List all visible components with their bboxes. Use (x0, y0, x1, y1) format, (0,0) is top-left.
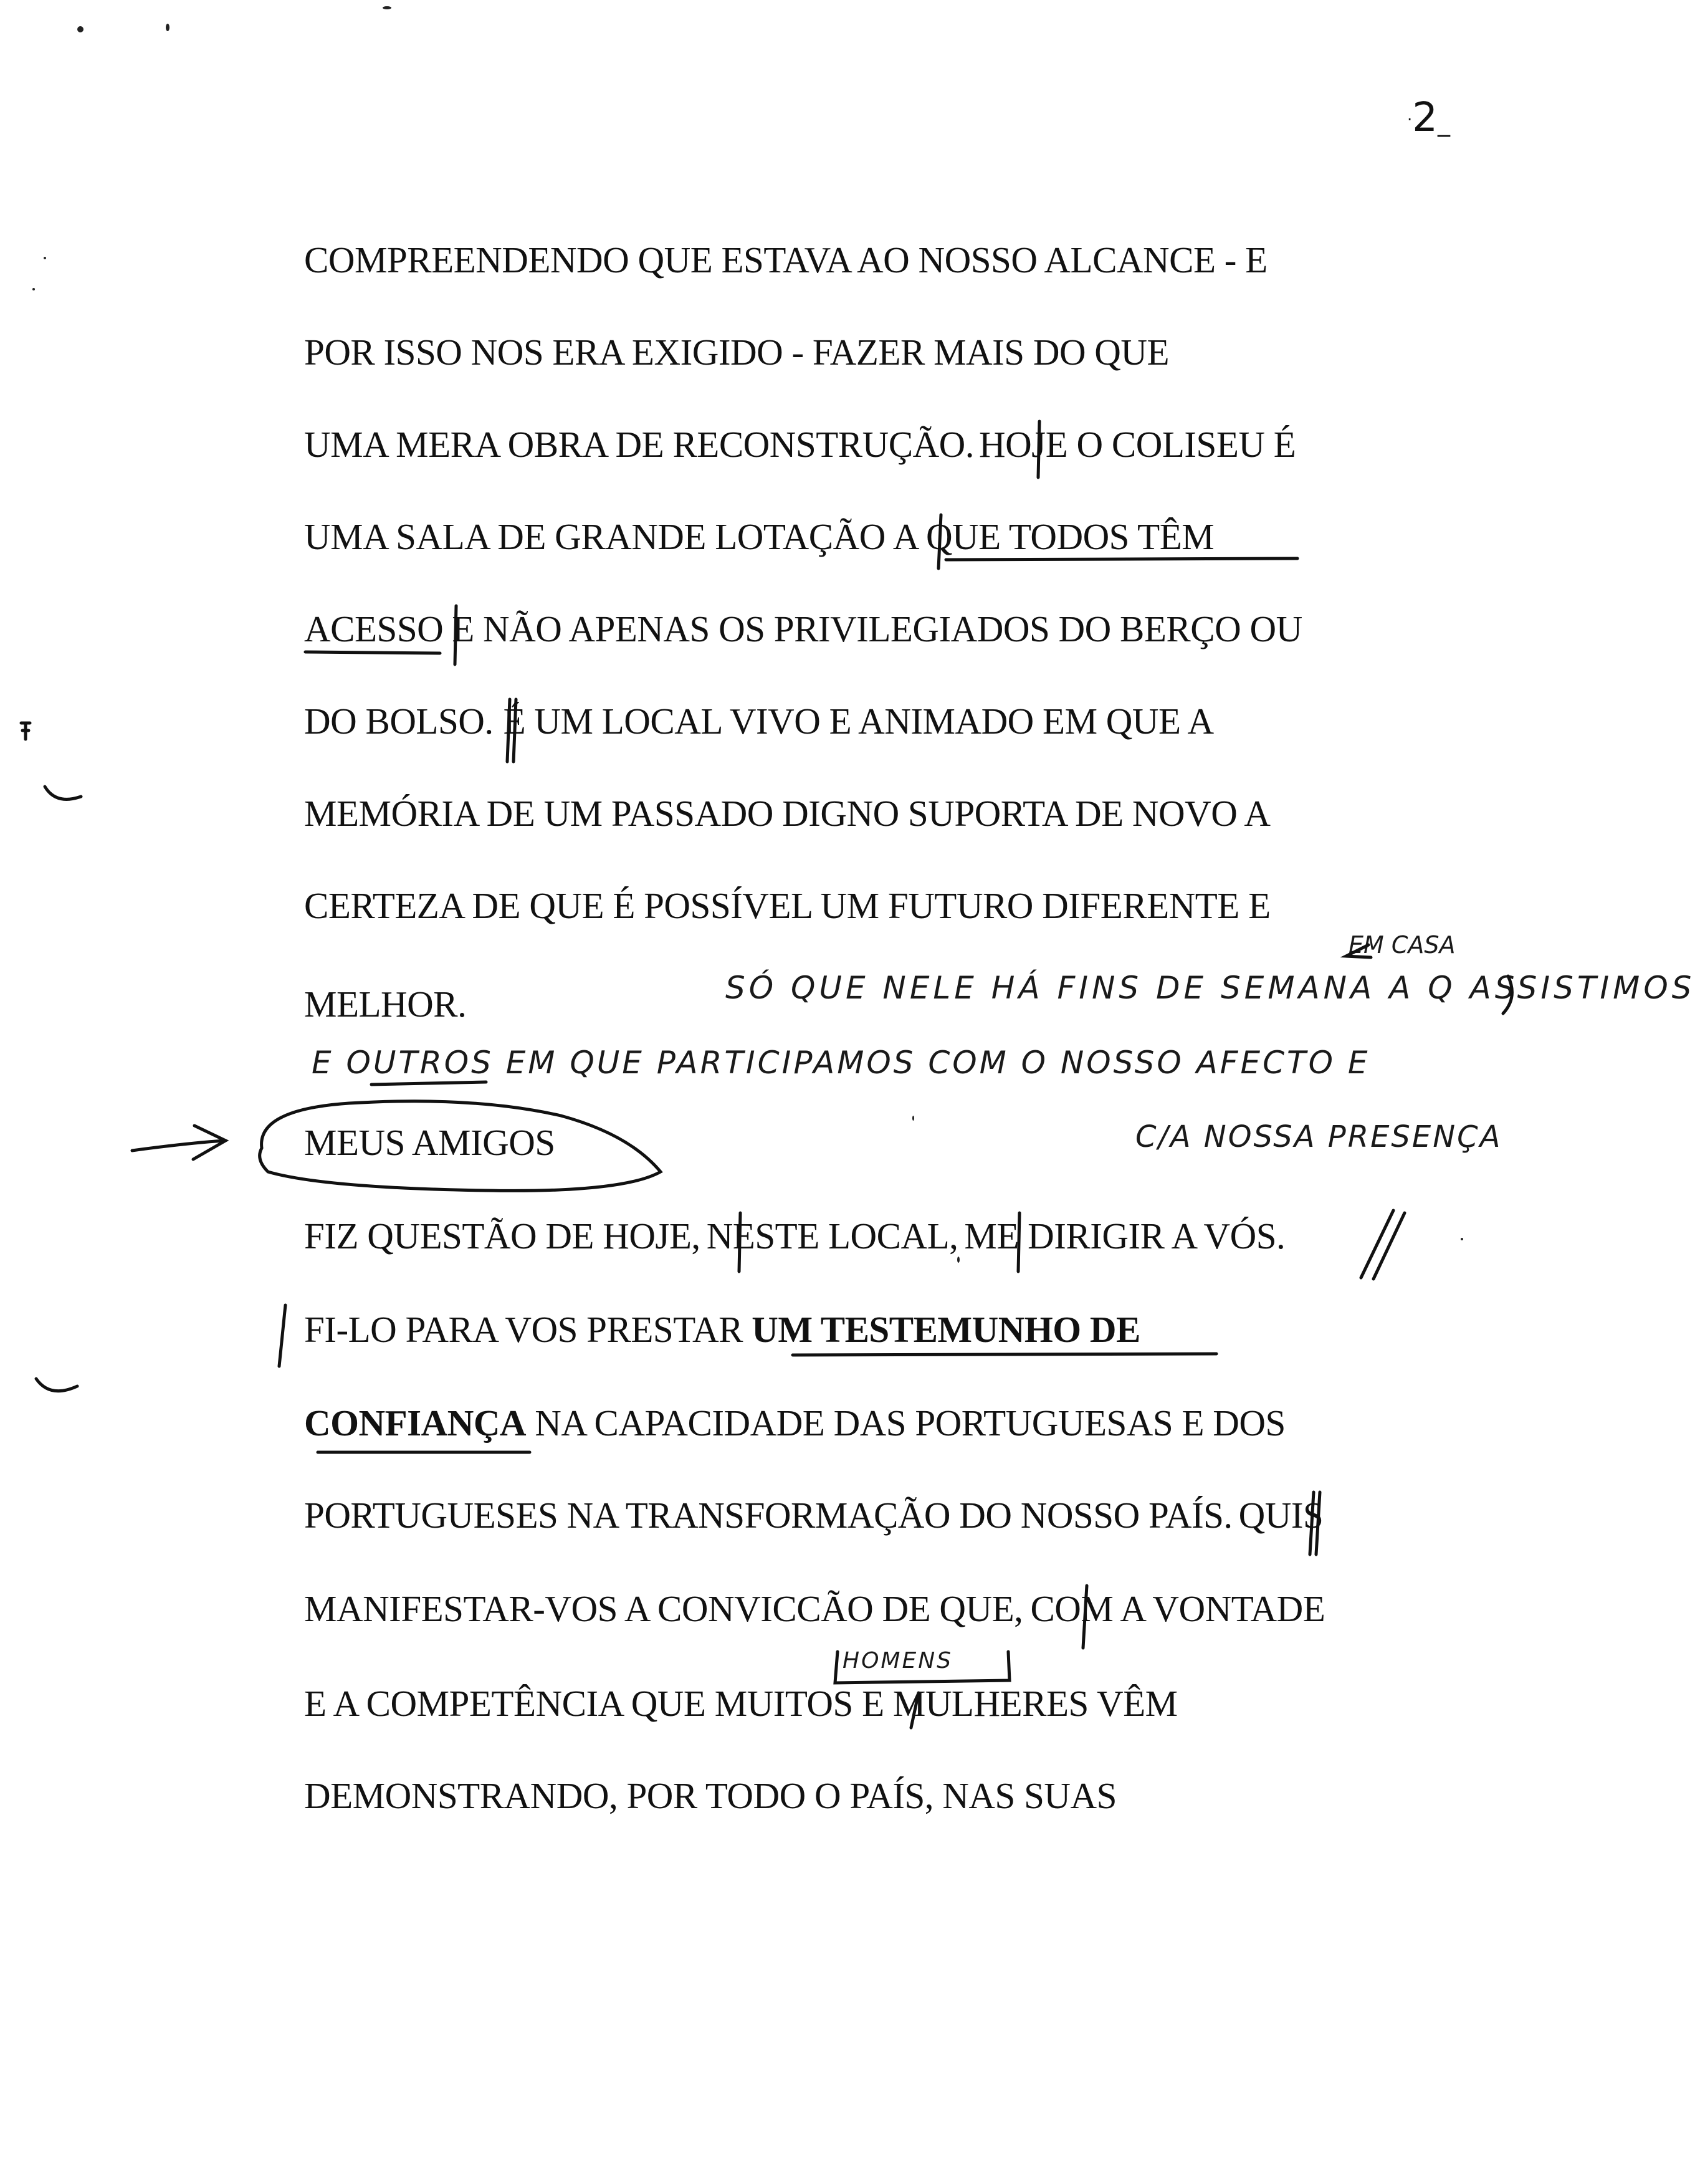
text-line-11: FIZ QUESTÃO DE HOJE, NESTE LOCAL, ME DIRIGIR A VÓS. (304, 1215, 1286, 1257)
scan-speck (166, 24, 170, 31)
page-number: ·2_ (1407, 95, 1450, 141)
text-line-4: UMA SALA DE GRANDE LOTAÇÃO A QUE TODOS TÊM (304, 516, 1215, 557)
scan-speck (1461, 1238, 1463, 1240)
double-slash-mark (1361, 1210, 1393, 1278)
arrow-mark (132, 1141, 224, 1151)
underline-mark (793, 1354, 1216, 1355)
margin-bar (279, 1305, 285, 1366)
text-line-7: MEMÓRIA DE UM PASSADO DIGNO SUPORTA DE NOVO A (304, 793, 1271, 834)
handwritten-note-line-1: SÓ QUE NELE HÁ FINS DE SEMANA A Q ASSISTIMOS (725, 970, 1695, 1006)
handwritten-insert-homens: HOMENS (843, 1648, 953, 1674)
underline-mark (305, 652, 440, 653)
text-line-13: CONFIANÇA NA CAPACIDADE DAS PORTUGUESAS E DOS (304, 1402, 1286, 1444)
handwritten-note-line-2: E OUTROS EM QUE PARTICIPAMOS COM O NOSSO AFECTO E (312, 1045, 1370, 1081)
margin-curve-mark (36, 1379, 77, 1391)
handwritten-note-line-3: C/A NOSSA PRESENÇA (1135, 1119, 1502, 1154)
double-slash-mark (1373, 1213, 1405, 1279)
underline-mark (946, 558, 1297, 560)
text-line-8: CERTEZA DE QUE É POSSÍVEL UM FUTURO DIFERENTE E (304, 885, 1271, 926)
text-line-16: E A COMPETÊNCIA QUE MUITOS E MULHERES VÊM (304, 1683, 1178, 1724)
arrow-head (193, 1126, 226, 1159)
scan-speck (32, 288, 35, 290)
text-line-9: MELHOR. (304, 984, 467, 1025)
text-line-5: ACESSO E NÃO APENAS OS PRIVILEGIADOS DO BERÇO OU (304, 608, 1302, 649)
text-line-2: POR ISSO NOS ERA EXIGIDO - FAZER MAIS DO QUE (304, 332, 1170, 373)
text-line-1: COMPREENDENDO QUE ESTAVA AO NOSSO ALCANCE - E (304, 239, 1268, 280)
text-line-14: PORTUGUESES NA TRANSFORMAÇÃO DO NOSSO PAÍS. QUIS (304, 1495, 1324, 1536)
scan-speck (912, 1116, 914, 1121)
text-line-3: UMA MERA OBRA DE RECONSTRUÇÃO. HOJE O COLISEU É (304, 424, 1296, 465)
scan-speck (77, 26, 84, 32)
text-line-12: FI-LO PARA VOS PRESTAR UM TESTEMUNHO DE (304, 1309, 1140, 1350)
text-line-15: MANIFESTAR-VOS A CONVICCÃO DE QUE, COM A VONTADE (304, 1588, 1325, 1629)
text-line-17: DEMONSTRANDO, POR TODO O PAÍS, NAS SUAS (304, 1775, 1117, 1816)
margin-curve-mark (45, 787, 81, 799)
scan-speck (383, 6, 391, 9)
text-line-meus-amigos: MEUS AMIGOS (304, 1122, 555, 1163)
handwritten-note-caret: EM CASA (1349, 931, 1456, 959)
scan-speck (44, 257, 46, 259)
text-line-6: DO BOLSO. É UM LOCAL VIVO E ANIMADO EM QUE A (304, 701, 1214, 742)
underline-mark (371, 1082, 486, 1085)
